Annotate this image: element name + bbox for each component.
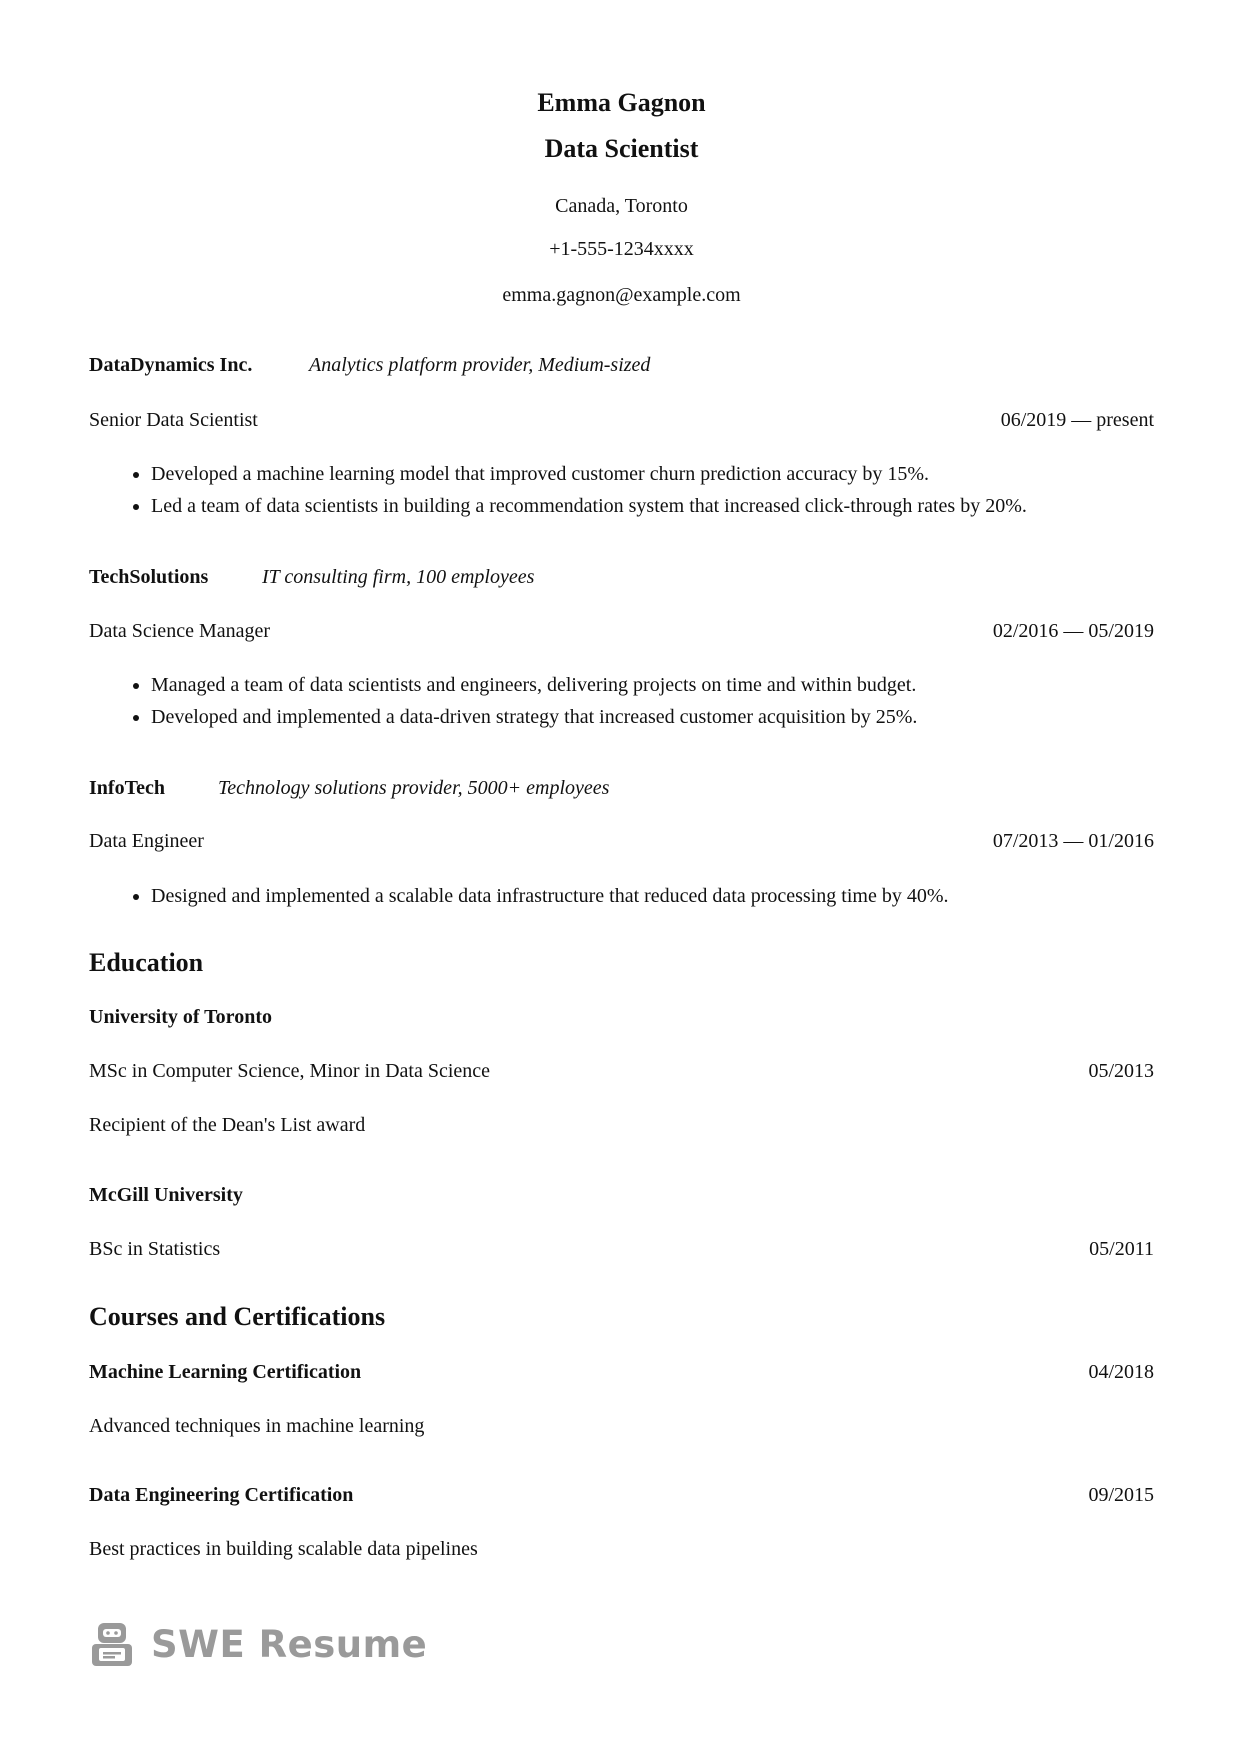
company-description: Technology solutions provider, 5000+ employees: [218, 777, 610, 799]
course-description: [89, 1536, 1154, 1562]
resume-page: [89, 0, 1154, 1756]
education-note-text: Recipient of the Dean's List award: [89, 1114, 366, 1136]
logo-text: SWE Resume: [151, 1622, 428, 1666]
education-degree-row: [89, 1058, 1154, 1084]
course-name: Machine Learning Certification: [89, 1361, 362, 1383]
course-description-text: Best practices in building scalable data pipelines: [89, 1538, 478, 1560]
experience-role-row: [89, 618, 1154, 644]
school-name: University of Toronto: [89, 1006, 272, 1028]
experience-role-row: [89, 828, 1154, 854]
course-description-text: Advanced techniques in machine learning: [89, 1415, 425, 1437]
swe-resume-logo: [89, 1618, 427, 1670]
company-name: TechSolutions: [89, 566, 209, 588]
education-note: [89, 1112, 1154, 1138]
education-heading: Education: [89, 948, 204, 977]
role-dates: 07/2013 — 01/2016: [992, 830, 1154, 852]
role-title: Senior Data Scientist: [89, 409, 258, 431]
achievement-list: [89, 880, 1154, 912]
list-item: • Developed and implemented a data-driven strategy that increased customer acquisition by 25%.: [151, 701, 1154, 733]
role-title: Data Science Manager: [89, 620, 271, 642]
degree-title: MSc in Computer Science, Minor in Data Science: [89, 1060, 491, 1082]
course-date: 09/2015: [1088, 1484, 1154, 1506]
contact-phone: +1-555-1234xxxx: [549, 238, 694, 260]
list-item: • Led a team of data scientists in building a recommendation system that increased click-through rates by 20%.: [151, 490, 1154, 522]
list-item: • Designed and implemented a scalable data infrastructure that reduced data processing time by 40%.: [151, 880, 1154, 912]
role-dates: 06/2019 — present: [1000, 409, 1154, 431]
course-description: [89, 1413, 1154, 1439]
company-description: IT consulting firm, 100 employees: [262, 566, 535, 588]
role-title: Data Engineer: [89, 830, 204, 852]
company-description: Analytics platform provider, Medium-sized: [309, 354, 651, 376]
company-name: InfoTech: [89, 777, 165, 799]
resume-bot-icon: [89, 1620, 135, 1668]
achievement-list: [89, 669, 1154, 733]
course-row: [89, 1482, 1154, 1508]
achievement-list: [89, 458, 1154, 522]
company-name: DataDynamics Inc.: [89, 354, 253, 376]
degree-date: 05/2013: [1088, 1060, 1154, 1082]
contact-email: emma.gagnon@example.com: [502, 284, 741, 306]
candidate-name: Emma Gagnon: [537, 88, 706, 117]
list-item: • Developed a machine learning model that improved customer churn prediction accuracy by 15%.: [151, 458, 1154, 490]
experience-company-row: [89, 352, 1154, 378]
course-name: Data Engineering Certification: [89, 1484, 354, 1506]
candidate-title: Data Scientist: [544, 134, 699, 163]
experience-role-row: [89, 407, 1154, 433]
education-degree-row: [89, 1236, 1154, 1262]
course-row: [89, 1359, 1154, 1385]
list-item: • Managed a team of data scientists and engineers, delivering projects on time and within budget.: [151, 669, 1154, 701]
degree-date: 05/2011: [1089, 1238, 1154, 1260]
education-school-row: [89, 1182, 1154, 1208]
contact-location: Canada, Toronto: [555, 195, 688, 217]
experience-company-row: [89, 564, 1154, 590]
course-date: 04/2018: [1088, 1361, 1154, 1383]
courses-heading: Courses and Certifications: [89, 1302, 386, 1331]
experience-company-row: [89, 775, 1154, 801]
role-dates: 02/2016 — 05/2019: [992, 620, 1154, 642]
degree-title: BSc in Statistics: [89, 1238, 221, 1260]
school-name: McGill University: [89, 1184, 243, 1206]
education-school-row: [89, 1004, 1154, 1030]
